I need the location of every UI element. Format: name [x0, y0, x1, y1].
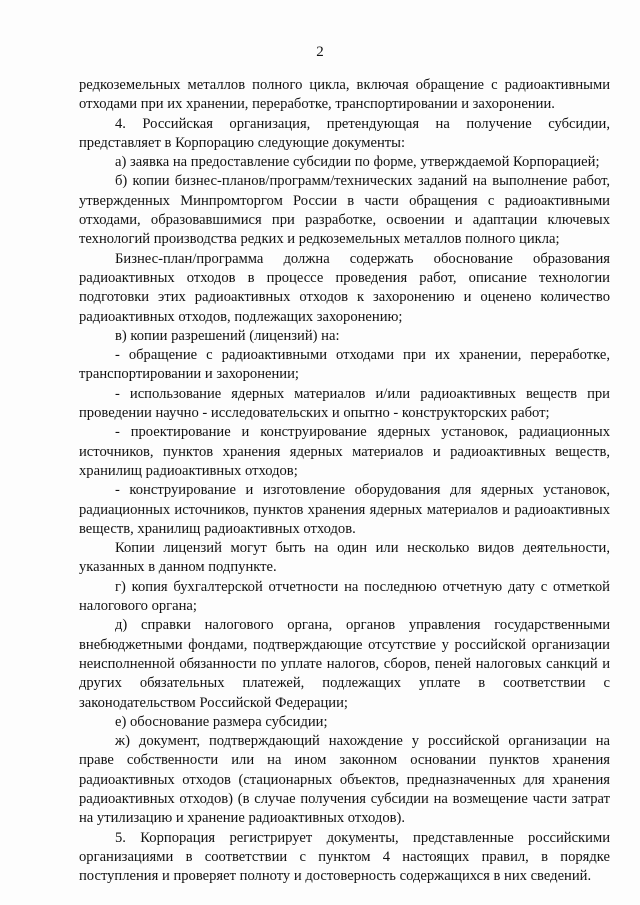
- paragraph-subitem-b: б) копии бизнес-планов/программ/технических заданий на выполнение работ, утвержденных Минпромторгом России в части обращения с радиоактивными отходами, образовавшимися при разработке, освоении и адаптации ключевых технологий производства редких и редкоземельных металлов полного цикла;: [79, 173, 610, 248]
- paragraph-subitem-zh: ж) документ, подтверждающий нахождение у российской организации на праве собственности или на ином законном основании пунктов хранения радиоактивных отходов (стационарных объектов, предназначенных для хранения радиоактивных отходов) (в случае получения субсидии на возмещение части затрат на утилизацию и хранение радиоактивных отходов).: [79, 733, 610, 827]
- paragraph-subitem-e: е) обоснование размера субсидии;: [115, 713, 328, 730]
- paragraph-subitem-d: д) справки налогового органа, органов управления государственными внебюджетными фондами, подтверждающие отсутствие у российской организации неисполненной обязанности по уплате налогов, сборов, пеней налоговых санкций и других обязательных платежей, подлежащих уплате в соответствии с законодательством Российской Федерации;: [79, 617, 610, 711]
- list-item: - обращение с радиоактивными отходами при их хранении, переработке, транспортировании и захоронении;: [79, 347, 610, 383]
- paragraph-subitem-g: г) копия бухгалтерской отчетности на последнюю отчетную дату с отметкой налогового органа;: [79, 578, 610, 615]
- list-item: - использование ядерных материалов и/или радиоактивных веществ при проведении научно - исследовательских и опытно - конструкторских работ;: [79, 385, 610, 422]
- page-number: 2: [316, 44, 324, 60]
- paragraph-subitem-a: а) заявка на предоставление субсидии по форме, утверждаемой Корпорацией;: [115, 154, 600, 171]
- list-item: - проектирование и конструирование ядерных установок, радиационных источников, пунктов хранения ядерных материалов и радиоактивных веществ, хранилищ радиоактивных отходов;: [79, 424, 610, 479]
- paragraph: Копии лицензий могут быть на один или несколько видов деятельности, указанных в данном подпункте.: [79, 540, 610, 576]
- list-item: - конструирование и изготовление оборудования для ядерных установок, радиационных источников, пунктов хранения ядерных материалов и радиоактивных веществ, хранилищ радиоактивных отходов.: [79, 482, 610, 537]
- document-body: [79, 76, 610, 886]
- paragraph: редкоземельных металлов полного цикла, включая обращение с радиоактивными отходами при их хранении, переработке, транспортировании и захоронении.: [79, 77, 610, 113]
- paragraph-item-5: 5. Корпорация регистрирует документы, представленные российскими организациями в соответствии с пунктом 4 настоящих правил, в порядке поступления и проверяет полноту и достоверность содержащихся в них сведений.: [79, 829, 610, 885]
- paragraph-item-4: 4. Российская организация, претендующая на получение субсидии, представляет в Корпорацию следующие документы:: [79, 115, 610, 151]
- paragraph-subitem-v: в) копии разрешений (лицензий) на:: [115, 327, 340, 344]
- paragraph: Бизнес-план/программа должна содержать обоснование образования радиоактивных отходов в процессе проведения работ, описание технологии подготовки этих радиоактивных отходов к захоронению и оценено количество радиоактивных отходов, подлежащих захоронению;: [79, 250, 610, 325]
